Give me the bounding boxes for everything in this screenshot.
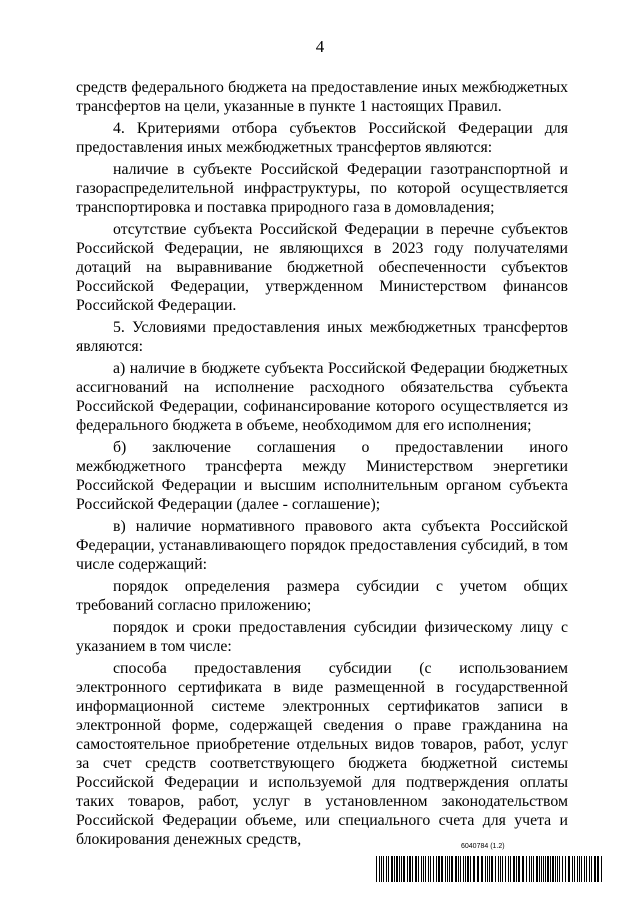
paragraph-criteria: 4. Критериями отбора субъектов Российской Федерации для предоставления иных межбюджетных трансфертов являются:: [76, 120, 568, 156]
paragraph-size-procedure: порядок определения размера субсидии с учетом общих требований согласно приложению;: [76, 578, 568, 614]
paragraph-condition-a: а) наличие в бюджете субъекта Российской Федерации бюджетных ассигнований на исполнение расходного обязательства субъекта Российской Федерации, софинансирование которого осуществляется из федерального бюджета в объеме, необходимом для его исполнения;: [76, 360, 568, 434]
paragraph-continuation: средств федерального бюджета на предоставление иных межбюджетных трансфертов на цели, указанные в пункте 1 настоящих Правил.: [76, 79, 568, 115]
paragraph-condition-c: в) наличие нормативного правового акта субъекта Российской Федерации, устанавливающего порядок предоставления субсидий, в том числе содержащий:: [76, 518, 568, 573]
paragraph-criterion-subsidies: отсутствие субъекта Российской Федерации в перечне субъектов Российской Федерации, не являющихся в 2023 году получателями дотаций на выравнивание бюджетной обеспеченности субъектов Российской Федерации, утвержденном Министерством финансов Российской Федерации.: [76, 221, 568, 314]
barcode: [376, 856, 604, 882]
paragraph-criterion-infrastructure: наличие в субъекте Российской Федерации газотранспортной и газораспределительной инфраструктуры, по которой осуществляется транспортировка и поставка природного газа в домовладения;: [76, 161, 568, 216]
document-stamp: 6040784 (1.2): [461, 843, 505, 850]
page-number: 4: [315, 37, 325, 56]
document-body: [76, 78, 568, 849]
paragraph-condition-b: б) заключение соглашения о предоставлении иного межбюджетного трансферта между Министерством энергетики Российской Федерации и высшим исполнительным органом субъекта Российской Федерации (далее - соглашение);: [76, 439, 568, 513]
paragraph-terms-procedure: порядок и сроки предоставления субсидии физическому лицу с указанием в том числе:: [76, 619, 568, 655]
paragraph-method: способа предоставления субсидии (с использованием электронного сертификата в виде размещенной в государственной информационной системе электронных сертификатов записи в электронной форме, содержащей сведения о праве гражданина на самостоятельное приобретение отдельных видов товаров, работ, услуг за счет средств соответствующего бюджета бюджетной системы Российской Федерации и используемой для подтверждения оплаты таких товаров, работ, услуг в установленном законодательством Российской Федерации объеме, или специального счета для учета и блокирования денежных средств,: [76, 660, 568, 848]
paragraph-conditions: 5. Условиями предоставления иных межбюджетных трансфертов являются:: [76, 319, 568, 355]
